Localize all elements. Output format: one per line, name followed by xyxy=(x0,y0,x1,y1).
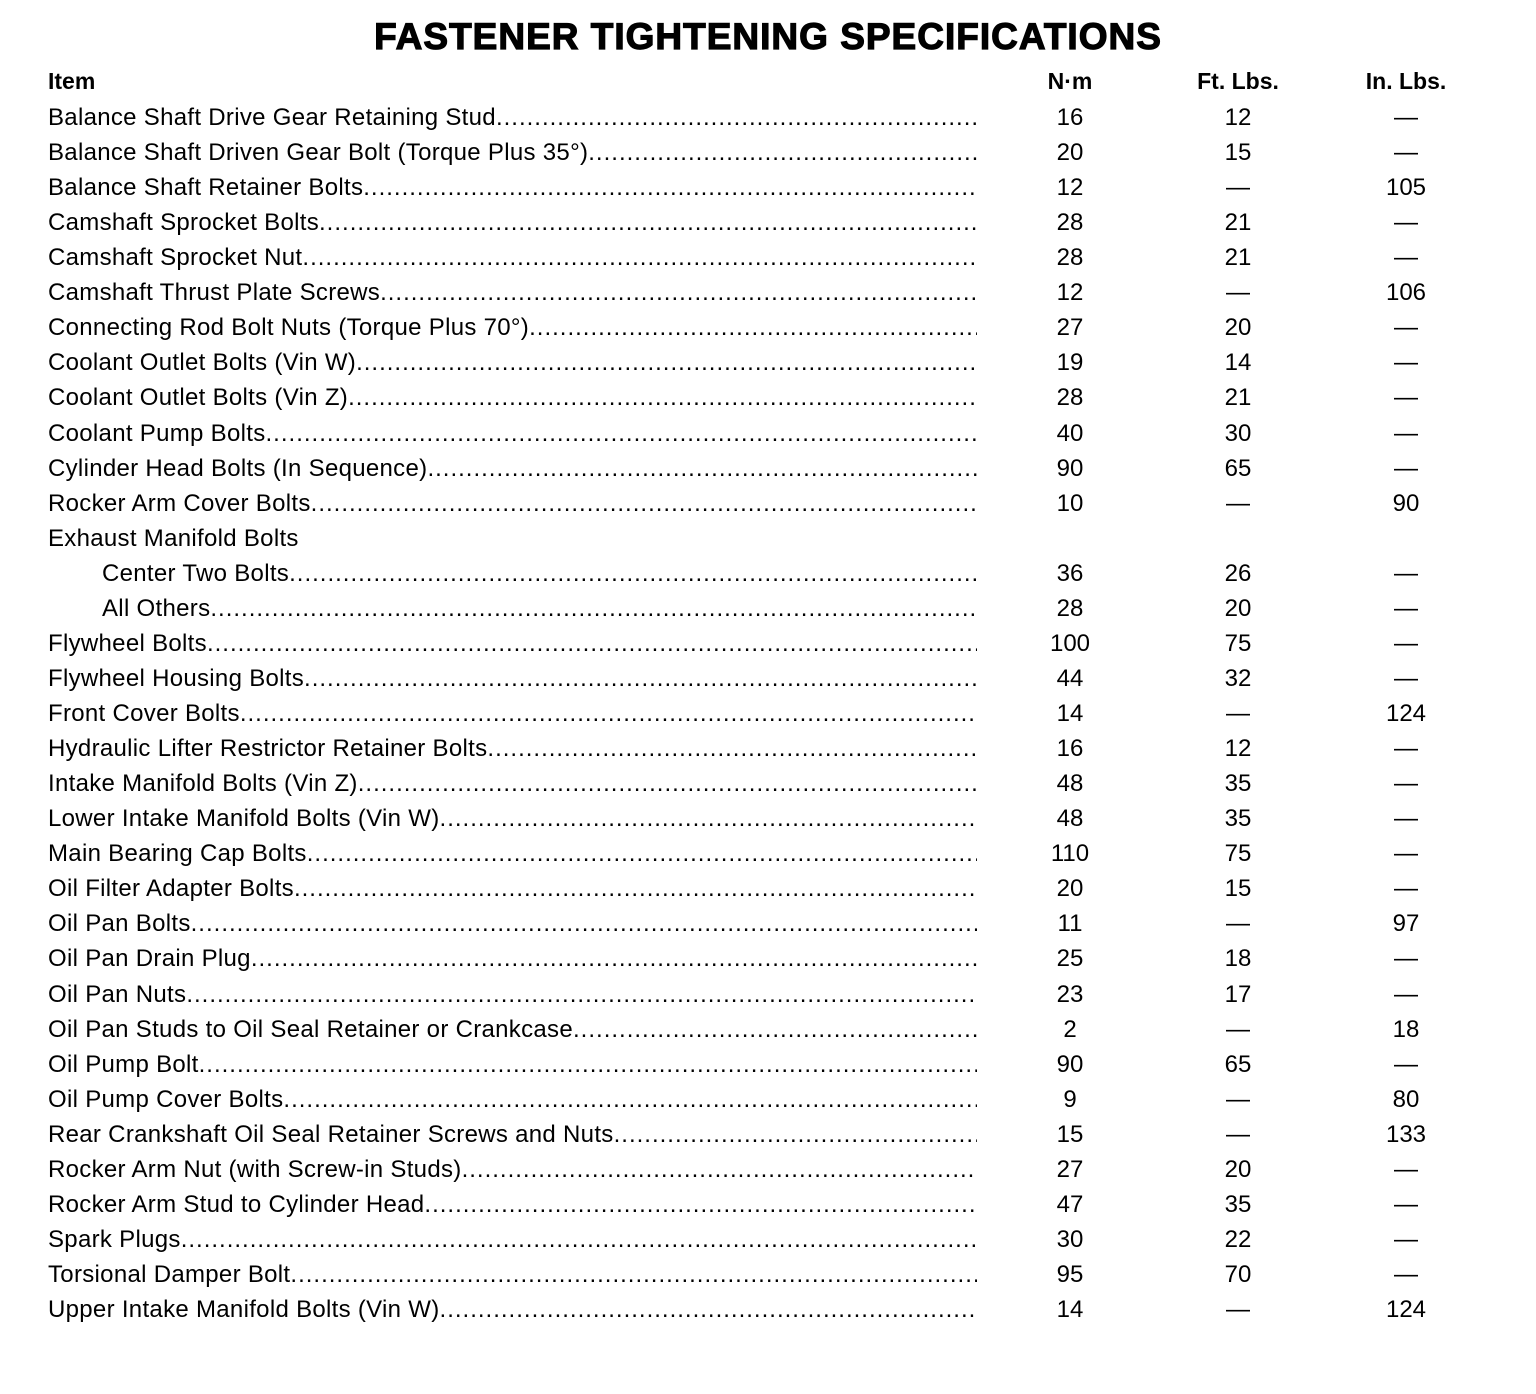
table-row xyxy=(0,275,1536,310)
table-row xyxy=(0,941,1536,976)
item-cell xyxy=(48,801,977,836)
ft-lbs-value: 30 xyxy=(1224,419,1252,447)
item-cell xyxy=(48,170,977,205)
dot-leader xyxy=(311,486,977,521)
in-lbs-value: — xyxy=(1394,454,1418,482)
nm-value: 28 xyxy=(1056,209,1084,237)
in-lbs-value: — xyxy=(1394,559,1418,587)
dot-leader xyxy=(348,380,977,415)
ft-lbs-value: 75 xyxy=(1224,629,1252,657)
item-label: Camshaft Thrust Plate Screws xyxy=(48,279,381,307)
ft-lbs-value: 35 xyxy=(1224,805,1252,833)
ft-lbs-value: 26 xyxy=(1224,559,1252,587)
nm-value: 36 xyxy=(1056,559,1084,587)
table-row xyxy=(0,1292,1536,1327)
ft-lbs-value: — xyxy=(1226,489,1250,517)
ft-lbs-value: — xyxy=(1226,910,1250,938)
in-lbs-value: — xyxy=(1394,664,1418,692)
in-lbs-value: — xyxy=(1394,629,1418,657)
dot-leader xyxy=(304,661,977,696)
dot-leader xyxy=(307,836,977,871)
item-cell xyxy=(48,416,977,451)
item-cell xyxy=(48,100,977,135)
ft-lbs-value: 21 xyxy=(1224,244,1252,272)
dot-leader xyxy=(573,1012,977,1047)
item-label: Lower Intake Manifold Bolts (Vin W) xyxy=(48,805,440,833)
nm-value: 48 xyxy=(1056,770,1084,798)
dot-leader xyxy=(191,906,977,941)
ft-lbs-value: — xyxy=(1226,279,1250,307)
item-cell xyxy=(48,1222,977,1257)
item-label: Rocker Arm Nut (with Screw-in Studs) xyxy=(48,1155,462,1183)
item-label: Torsional Damper Bolt xyxy=(48,1260,291,1288)
table-row xyxy=(0,310,1536,345)
dot-leader xyxy=(487,731,977,766)
table-row xyxy=(0,906,1536,941)
ft-lbs-value: 17 xyxy=(1224,980,1252,1008)
ft-lbs-value: 12 xyxy=(1224,104,1252,131)
dot-leader xyxy=(380,275,977,310)
table-row xyxy=(0,1047,1536,1082)
item-cell xyxy=(48,1292,977,1327)
ft-lbs-value: — xyxy=(1226,1015,1250,1043)
ft-lbs-value: 65 xyxy=(1224,1050,1252,1078)
in-lbs-value: 105 xyxy=(1385,174,1427,202)
in-lbs-value: 97 xyxy=(1392,910,1420,938)
item-label: Cylinder Head Bolts (In Sequence) xyxy=(48,454,428,482)
ft-lbs-value: 18 xyxy=(1224,945,1252,973)
nm-value: 9 xyxy=(1063,1085,1077,1113)
dot-leader xyxy=(240,696,977,731)
item-cell xyxy=(48,1117,977,1152)
in-lbs-value: — xyxy=(1394,770,1418,798)
dot-leader xyxy=(614,1117,977,1152)
item-cell xyxy=(48,661,977,696)
item-cell xyxy=(48,521,977,556)
nm-value: 100 xyxy=(1049,629,1091,657)
dot-leader xyxy=(251,941,977,976)
dot-leader xyxy=(440,1292,977,1327)
in-lbs-value: — xyxy=(1394,594,1418,622)
item-cell xyxy=(102,556,977,591)
table-row xyxy=(0,556,1536,591)
nm-value: 27 xyxy=(1056,314,1084,342)
ft-lbs-value: 32 xyxy=(1224,664,1252,692)
item-cell xyxy=(48,906,977,941)
item-label: Coolant Pump Bolts xyxy=(48,419,266,447)
nm-value: 25 xyxy=(1056,945,1084,973)
ft-lbs-value: 22 xyxy=(1224,1225,1252,1253)
nm-value: 19 xyxy=(1056,349,1084,377)
in-lbs-value: — xyxy=(1394,244,1418,272)
table-row xyxy=(0,416,1536,451)
dot-leader xyxy=(588,135,977,170)
item-cell xyxy=(48,486,977,521)
ft-lbs-value: 65 xyxy=(1224,454,1252,482)
item-cell xyxy=(48,380,977,415)
in-lbs-value: 124 xyxy=(1385,1296,1427,1324)
table-row xyxy=(0,836,1536,871)
in-lbs-value: 90 xyxy=(1392,489,1420,517)
item-label: Oil Pan Drain Plug xyxy=(48,945,251,973)
table-row xyxy=(0,205,1536,240)
table-row xyxy=(0,977,1536,1012)
item-label: Oil Pump Cover Bolts xyxy=(48,1085,284,1113)
dot-leader xyxy=(199,1047,977,1082)
dot-leader xyxy=(356,345,977,380)
in-lbs-value: — xyxy=(1394,1155,1418,1183)
nm-value: 47 xyxy=(1056,1190,1084,1218)
item-label: Upper Intake Manifold Bolts (Vin W) xyxy=(48,1296,440,1324)
in-lbs-value: — xyxy=(1394,1050,1418,1078)
item-label: Intake Manifold Bolts (Vin Z) xyxy=(48,770,358,798)
item-label: Rocker Arm Stud to Cylinder Head xyxy=(48,1190,425,1218)
ft-lbs-value: 20 xyxy=(1224,1155,1252,1183)
ft-lbs-value: 35 xyxy=(1224,1190,1252,1218)
item-cell xyxy=(48,1152,977,1187)
in-lbs-value: — xyxy=(1394,980,1418,1008)
in-lbs-value: — xyxy=(1394,419,1418,447)
ft-lbs-value: 14 xyxy=(1224,349,1252,377)
table-row xyxy=(0,591,1536,626)
item-label: Camshaft Sprocket Bolts xyxy=(48,209,320,237)
dot-leader xyxy=(496,100,977,135)
item-cell xyxy=(48,135,977,170)
dot-leader xyxy=(363,170,977,205)
item-label: Coolant Outlet Bolts (Vin Z) xyxy=(48,384,349,412)
table-row xyxy=(0,345,1536,380)
item-label: Oil Pan Nuts xyxy=(48,980,187,1008)
item-cell xyxy=(48,766,977,801)
dot-leader xyxy=(440,801,977,836)
ft-lbs-value: — xyxy=(1226,1085,1250,1113)
ft-lbs-value: 21 xyxy=(1224,209,1252,237)
nm-value: 28 xyxy=(1056,244,1084,272)
in-lbs-value: 106 xyxy=(1385,279,1427,307)
item-label: All Others xyxy=(102,594,211,622)
item-label: Balance Shaft Drive Gear Retaining Stud xyxy=(48,104,496,131)
dot-leader xyxy=(529,310,977,345)
item-label: Camshaft Sprocket Nut xyxy=(48,244,303,272)
item-cell xyxy=(48,696,977,731)
table-row xyxy=(0,731,1536,766)
nm-value: 27 xyxy=(1056,1155,1084,1183)
in-lbs-value: 18 xyxy=(1392,1015,1420,1043)
table-row xyxy=(0,240,1536,275)
nm-value: 28 xyxy=(1056,594,1084,622)
item-cell xyxy=(48,1012,977,1047)
item-label: Flywheel Bolts xyxy=(48,629,207,657)
item-cell xyxy=(48,1187,977,1222)
in-lbs-value: — xyxy=(1394,735,1418,763)
item-cell xyxy=(48,731,977,766)
item-cell xyxy=(102,591,977,626)
item-label: Front Cover Bolts xyxy=(48,700,240,728)
dot-leader xyxy=(424,1187,977,1222)
nm-value: 20 xyxy=(1056,875,1084,903)
ft-lbs-value: 12 xyxy=(1224,735,1252,763)
table-row xyxy=(0,1082,1536,1117)
nm-value: 10 xyxy=(1056,489,1084,517)
dot-leader xyxy=(358,766,977,801)
ft-lbs-value: — xyxy=(1226,700,1250,728)
dot-leader xyxy=(290,1257,977,1292)
ft-lbs-value: 15 xyxy=(1224,139,1252,167)
header-item: Item xyxy=(48,68,96,94)
nm-value: 12 xyxy=(1056,279,1084,307)
in-lbs-value: — xyxy=(1394,805,1418,833)
in-lbs-value: — xyxy=(1394,139,1418,167)
nm-value: 30 xyxy=(1056,1225,1084,1253)
header-in-lbs: In. Lbs. xyxy=(1365,68,1447,94)
ft-lbs-value: 15 xyxy=(1224,875,1252,903)
dot-leader xyxy=(207,626,977,661)
item-cell xyxy=(48,871,977,906)
ft-lbs-value: 75 xyxy=(1224,840,1252,868)
ft-lbs-value: 20 xyxy=(1224,594,1252,622)
dot-leader xyxy=(294,871,977,906)
nm-value: 44 xyxy=(1056,664,1084,692)
item-cell xyxy=(48,205,977,240)
item-cell xyxy=(48,836,977,871)
table-row xyxy=(0,871,1536,906)
dot-leader xyxy=(462,1152,977,1187)
nm-value: 16 xyxy=(1056,735,1084,763)
dot-leader xyxy=(283,1082,977,1117)
dot-leader xyxy=(319,205,977,240)
item-label: Rocker Arm Cover Bolts xyxy=(48,489,311,517)
nm-value: 90 xyxy=(1056,454,1084,482)
dot-leader xyxy=(210,591,977,626)
item-cell xyxy=(48,1257,977,1292)
in-lbs-value: — xyxy=(1394,875,1418,903)
nm-value: 15 xyxy=(1056,1120,1084,1148)
ft-lbs-value: 35 xyxy=(1224,770,1252,798)
item-label: Balance Shaft Driven Gear Bolt (Torque Plus 35°) xyxy=(48,139,589,167)
item-cell xyxy=(48,451,977,486)
nm-value: 14 xyxy=(1056,700,1084,728)
item-label: Spark Plugs xyxy=(48,1225,181,1253)
in-lbs-value: — xyxy=(1394,1260,1418,1288)
item-cell xyxy=(48,240,977,275)
table-row xyxy=(0,661,1536,696)
table-row xyxy=(0,100,1536,135)
item-cell xyxy=(48,1047,977,1082)
nm-value: 16 xyxy=(1056,104,1084,131)
item-label: Center Two Bolts xyxy=(102,559,290,587)
item-label: Oil Pan Bolts xyxy=(48,910,191,938)
nm-value: 14 xyxy=(1056,1296,1084,1324)
nm-value: 48 xyxy=(1056,805,1084,833)
nm-value: 28 xyxy=(1056,384,1084,412)
table-row xyxy=(0,170,1536,205)
item-cell xyxy=(48,310,977,345)
in-lbs-value: — xyxy=(1394,314,1418,342)
nm-value: 95 xyxy=(1056,1260,1084,1288)
table-row xyxy=(0,801,1536,836)
nm-value: 110 xyxy=(1050,840,1090,868)
ft-lbs-value: — xyxy=(1226,1120,1250,1148)
in-lbs-value: — xyxy=(1394,1225,1418,1253)
nm-value: 11 xyxy=(1057,910,1083,938)
item-cell xyxy=(48,275,977,310)
nm-value: 90 xyxy=(1056,1050,1084,1078)
ft-lbs-value: 20 xyxy=(1224,314,1252,342)
item-label: Connecting Rod Bolt Nuts (Torque Plus 70°) xyxy=(48,314,530,342)
dot-leader xyxy=(289,556,977,591)
nm-value: 40 xyxy=(1056,419,1084,447)
table-row xyxy=(0,451,1536,486)
nm-value: 12 xyxy=(1056,174,1084,202)
nm-value: 20 xyxy=(1056,139,1084,167)
table-row xyxy=(0,135,1536,170)
dot-leader xyxy=(266,416,977,451)
header-ft-lbs: Ft. Lbs. xyxy=(1197,68,1279,94)
item-label: Coolant Outlet Bolts (Vin W) xyxy=(48,349,357,377)
item-label: Oil Pan Studs to Oil Seal Retainer or Crankcase xyxy=(48,1015,574,1043)
in-lbs-value: — xyxy=(1394,349,1418,377)
table-row xyxy=(0,766,1536,801)
item-cell xyxy=(48,1082,977,1117)
table-row xyxy=(0,380,1536,415)
page-title: FASTENER TIGHTENING SPECIFICATIONS xyxy=(374,16,1162,57)
dot-leader xyxy=(181,1222,977,1257)
item-cell xyxy=(48,626,977,661)
header-nm: N·m xyxy=(1047,68,1093,94)
nm-value: 23 xyxy=(1056,980,1084,1008)
dot-leader xyxy=(302,240,977,275)
in-lbs-value: 133 xyxy=(1385,1120,1427,1148)
in-lbs-value: — xyxy=(1394,840,1418,868)
table-row xyxy=(0,521,1536,556)
table-row xyxy=(0,626,1536,661)
item-label: Balance Shaft Retainer Bolts xyxy=(48,174,364,202)
table-row xyxy=(0,1257,1536,1292)
table-row xyxy=(0,1117,1536,1152)
dot-leader xyxy=(186,977,977,1012)
nm-value: 2 xyxy=(1063,1015,1077,1043)
table-row xyxy=(0,1012,1536,1047)
table-row xyxy=(0,486,1536,521)
item-label: Oil Pump Bolt xyxy=(48,1050,199,1078)
in-lbs-value: — xyxy=(1394,945,1418,973)
table-row xyxy=(0,696,1536,731)
item-label: Rear Crankshaft Oil Seal Retainer Screws and Nuts xyxy=(48,1120,614,1148)
item-label: Exhaust Manifold Bolts xyxy=(48,524,299,552)
in-lbs-value: — xyxy=(1394,384,1418,412)
ft-lbs-value: — xyxy=(1226,1296,1250,1324)
item-cell xyxy=(48,977,977,1012)
item-cell xyxy=(48,345,977,380)
table-row xyxy=(0,1152,1536,1187)
item-label: Flywheel Housing Bolts xyxy=(48,664,305,692)
item-label: Hydraulic Lifter Restrictor Retainer Bolts xyxy=(48,735,488,763)
dot-leader xyxy=(427,451,977,486)
item-label: Oil Filter Adapter Bolts xyxy=(48,875,294,903)
item-label: Main Bearing Cap Bolts xyxy=(48,840,307,868)
ft-lbs-value: 70 xyxy=(1224,1260,1252,1288)
ft-lbs-value: 21 xyxy=(1224,384,1252,412)
table-row xyxy=(0,1187,1536,1222)
in-lbs-value: — xyxy=(1394,104,1418,131)
in-lbs-value: 124 xyxy=(1385,700,1427,728)
in-lbs-value: 80 xyxy=(1392,1085,1420,1113)
in-lbs-value: — xyxy=(1394,1190,1418,1218)
item-cell xyxy=(48,941,977,976)
in-lbs-value: — xyxy=(1394,209,1418,237)
ft-lbs-value: — xyxy=(1226,174,1250,202)
table-row xyxy=(0,1222,1536,1257)
